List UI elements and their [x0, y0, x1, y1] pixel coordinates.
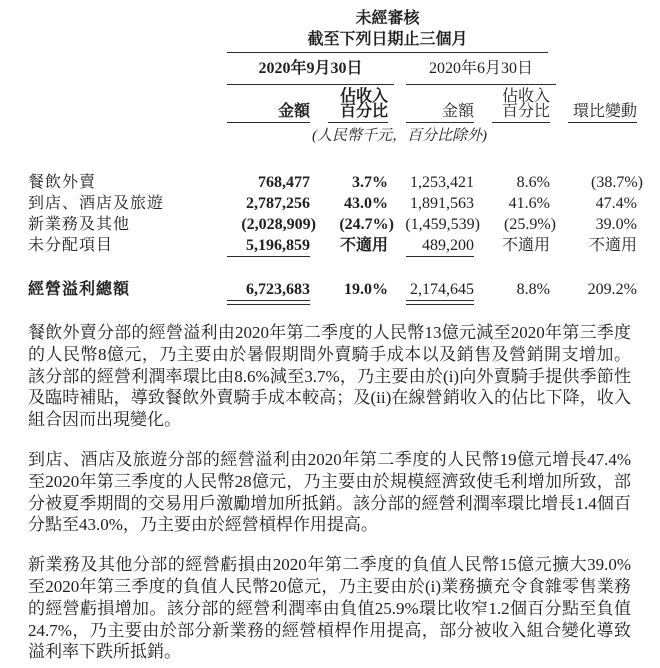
- qoq-change-header: 環比變動: [568, 104, 637, 123]
- table-subheader-row-2: [28, 103, 637, 123]
- sep-pct-cell: 43.0%: [344, 195, 388, 212]
- jun-pct-total: 8.8%: [516, 281, 550, 298]
- jun-pct-cell: 8.6%: [516, 174, 550, 191]
- jun-amount-cell: 1,253,421: [410, 174, 474, 191]
- paragraph-in-store-hotel-travel: 到店、酒店及旅遊分部的經營溢利由2020年第二季度的人民幣19億元增長47.4%至2020年第三季度的人民幣28億元，乃主要由於規模經濟致使毛利增加所致，部分被夏季期間的交易用戶激勵增加所抵銷。該分部的經營利潤率環比增長1.4個百分點至43.0%，乃主要由於經營槓桿作用提高。: [28, 449, 631, 535]
- row-label: 到店、酒店及旅遊: [28, 195, 165, 212]
- sep-amount-cell: (2,028,909): [241, 216, 316, 233]
- sep-amount-header: 金額: [227, 104, 310, 123]
- jun-amount-header: 金額: [406, 104, 474, 123]
- qoq-change-cell: 39.0%: [595, 216, 637, 233]
- period-title: 截至下列日期止三個月: [227, 31, 548, 53]
- sep-pct-cell: 3.7%: [352, 174, 388, 191]
- table-row-total-operating-profit: [28, 279, 637, 301]
- row-label: 餐飲外賣: [28, 174, 97, 191]
- jun-pct-cell: 41.6%: [508, 195, 550, 212]
- row-label: 新業務及其他: [28, 216, 131, 233]
- table-unit-note-row: [28, 128, 631, 144]
- jun-pct-cell: 不適用: [501, 237, 550, 254]
- sep-pct-header-line2: 百分比: [328, 104, 388, 123]
- jun-amount-total: 2,174,645: [406, 279, 474, 301]
- table-header-unaudited-row: [28, 10, 631, 28]
- date-column-jun: 2020年6月30日: [406, 59, 556, 85]
- sep-pct-header-line1: 佔收入: [339, 88, 388, 105]
- sep-amount-cell: 2,787,256: [246, 195, 310, 212]
- sep-pct-cell: 不適用: [339, 237, 388, 254]
- row-label: 未分配項目: [28, 237, 114, 254]
- qoq-change-cell: 47.4%: [595, 195, 637, 212]
- table-header-period-row: [28, 31, 631, 53]
- table-header-dates-row: [28, 59, 631, 85]
- unaudited-title: 未經審核: [355, 10, 420, 27]
- paragraph-food-delivery: 餐飲外賣分部的經營溢利由2020年第二季度的人民幣13億元減至2020年第三季度的人民幣8億元，乃主要由於暑假期間外賣騎手成本以及銷售及營銷開支增加。該分部的經營利潤率環比由8.6%減至3.7%，乃主要由於(i)向外賣騎手提供季節性及臨時補貼，導致餐飲外賣騎手成本較高；及(ii)在線營銷收入的佔比下降，收入組合因而出現變化。: [28, 323, 631, 430]
- jun-pct-cell: (25.9%): [504, 216, 556, 233]
- table-row-in-store-hotel-travel: [28, 193, 637, 214]
- jun-pct-header-line1: 佔收入: [501, 88, 550, 105]
- sep-amount-cell: 5,196,859: [227, 235, 310, 257]
- qoq-change-cell: (38.7%): [591, 174, 643, 191]
- jun-amount-cell: 489,200: [406, 235, 474, 257]
- qoq-change-total: 209.2%: [587, 281, 637, 298]
- sep-amount-total: 6,723,683: [227, 279, 310, 301]
- total-row-label: 經營溢利總額: [28, 281, 131, 298]
- table-row-food-delivery: [28, 172, 643, 193]
- date-column-sep: 2020年9月30日: [227, 59, 394, 85]
- jun-amount-cell: 1,891,563: [410, 195, 474, 212]
- jun-pct-header-line2: 百分比: [492, 104, 550, 123]
- table-row-new-initiatives: [28, 214, 637, 235]
- table-row-unallocated: [28, 235, 637, 257]
- jun-amount-cell: (1,459,539): [405, 216, 480, 233]
- paragraph-new-initiatives: 新業務及其他分部的經營虧損由2020年第二季度的負值人民幣15億元擴大39.0%至2020年第三季度的負值人民幣20億元，乃主要由於(i)業務擴充令食雜零售業務的經營虧損增加。該分部的經營利潤率由負值25.9%環比收窄1.2個百分點至負值24.7%，乃主要由於部分新業務的經營槓桿作用提高，部分被收入組合變化導致溢利率下跌所抵銷。: [28, 555, 631, 662]
- commentary-section: [28, 322, 631, 663]
- sep-amount-cell: 768,477: [258, 174, 310, 191]
- sep-pct-cell: (24.7%): [339, 216, 394, 233]
- unit-note: (人民幣千元，百分比除外): [312, 128, 487, 144]
- sep-pct-total: 19.0%: [344, 281, 388, 298]
- table-subheader-row-1: [28, 89, 631, 104]
- qoq-change-cell: 不適用: [588, 237, 637, 254]
